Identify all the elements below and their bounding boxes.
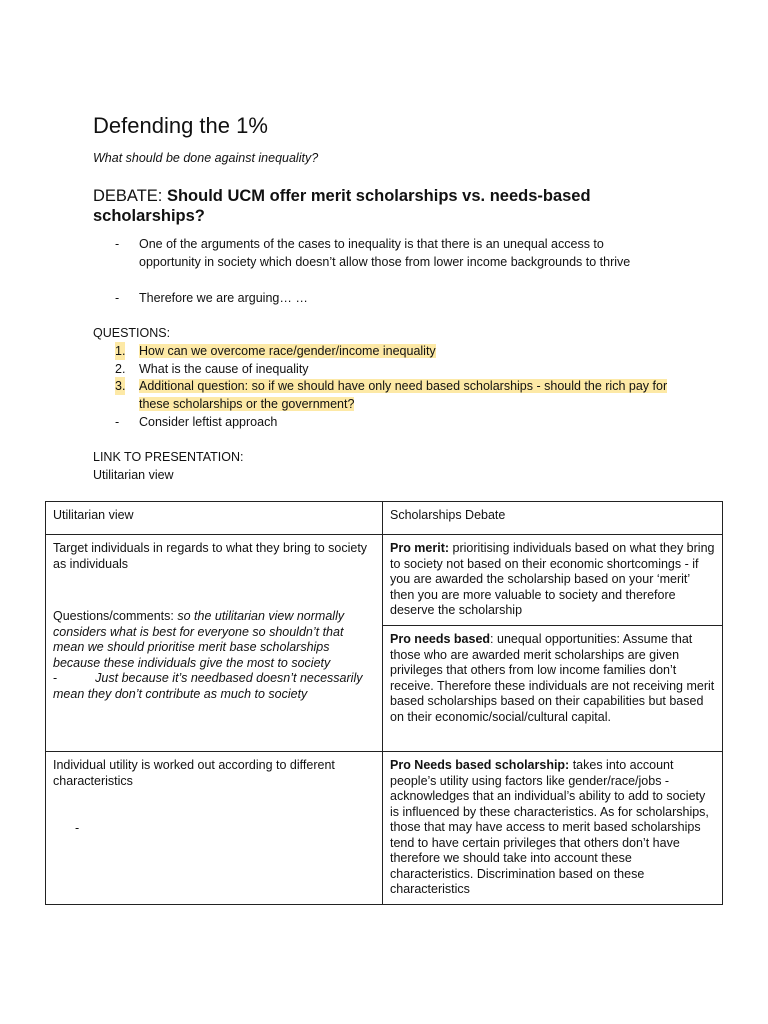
table-cell xyxy=(46,752,383,905)
comment-prefix: Questions/comments: xyxy=(53,609,178,623)
document-subtitle: What should be done against inequality? xyxy=(93,151,319,165)
cell-text xyxy=(53,671,375,702)
table-header-cell: Utilitarian view xyxy=(46,502,383,535)
question-text: Additional question: so if we should have only need based scholarships - should the rich pay for these scholarships or the government? xyxy=(139,379,668,411)
question-number: 2. xyxy=(115,362,126,376)
cell-text: Individual utility is worked out according to different characteristics xyxy=(53,758,335,788)
comment-text: Just because it’s needbased doesn’t necessarily mean they don’t contribute as much to society xyxy=(53,671,363,701)
pro-needs-text: : unequal opportunities: Assume that those who are awarded merit scholarships are given privileges that others from low income families don’t receive. Therefore these individuals are not receiving merit based scholarships based on their capabilities but based on their economic/social/cultural capital. xyxy=(390,632,715,724)
table-header-cell: Scholarships Debate xyxy=(383,502,723,535)
pro-merit-label: Pro merit: xyxy=(390,541,450,555)
pro-needs-label: Pro needs based xyxy=(390,632,491,646)
question-text: What is the cause of inequality xyxy=(139,362,309,376)
debate-heading xyxy=(93,186,693,226)
table-row xyxy=(46,502,723,535)
bullet-marker: - xyxy=(115,291,120,305)
link-value: Utilitarian view xyxy=(93,468,174,482)
link-label: LINK TO PRESENTATION: xyxy=(93,450,244,464)
questions-label: QUESTIONS: xyxy=(93,326,171,340)
comment-dash: - xyxy=(53,671,58,685)
document-title: Defending the 1% xyxy=(93,113,268,138)
comment-text: so the utilitarian view normally considers what is best for everyone so shouldn’t that mean we should prioritise merit base scholarships because these individuals give the most to society xyxy=(53,609,345,670)
cell-text: Target individuals in regards to what they bring to society as individuals xyxy=(53,541,368,571)
debate-prefix: DEBATE: xyxy=(93,187,167,205)
table-cell xyxy=(46,535,383,752)
table-cell xyxy=(383,626,723,752)
bullet-text: One of the arguments of the cases to inequality is that there is an unequal access to opportunity in society which doesn’t allow those from lower income backgrounds to thrive xyxy=(139,237,631,269)
pro-needs-scholarship-label: Pro Needs based scholarship: xyxy=(390,758,570,772)
comparison-table xyxy=(45,501,723,905)
pro-needs-scholarship-text: takes into account people’s utility using factors like gender/race/jobs - acknowledges that an individual’s ability to add to society is influenced by these characteristics. As for scholarships, those that may have access to merit based scholarships tend to have certain privileges that others don’t have therefore we should take into account these characteristics. Discrimination based on these characteristics xyxy=(390,758,709,896)
debate-question: Should UCM offer merit scholarships vs. needs-based scholarships? xyxy=(93,187,591,225)
table-cell xyxy=(383,752,723,905)
pro-merit-text: prioritising individuals based on what they bring to society not based on their economic shortcomings - if you are awarded the scholarship based on your ‘merit’ then you are more valuable to society and therefore deserve the scholarship xyxy=(390,541,715,617)
cell-text xyxy=(53,609,375,671)
question-text: How can we overcome race/gender/income inequality xyxy=(139,344,436,358)
table-cell xyxy=(383,535,723,626)
table-row xyxy=(46,535,723,626)
question-number: - xyxy=(115,415,120,429)
question-number: 1. xyxy=(115,344,126,358)
bullet-marker: - xyxy=(115,237,120,251)
table-row xyxy=(46,752,723,905)
question-number: 3. xyxy=(115,379,126,393)
question-text: Consider leftist approach xyxy=(139,415,278,429)
cell-dash: - xyxy=(75,821,80,835)
bullet-text: Therefore we are arguing… … xyxy=(139,291,308,305)
